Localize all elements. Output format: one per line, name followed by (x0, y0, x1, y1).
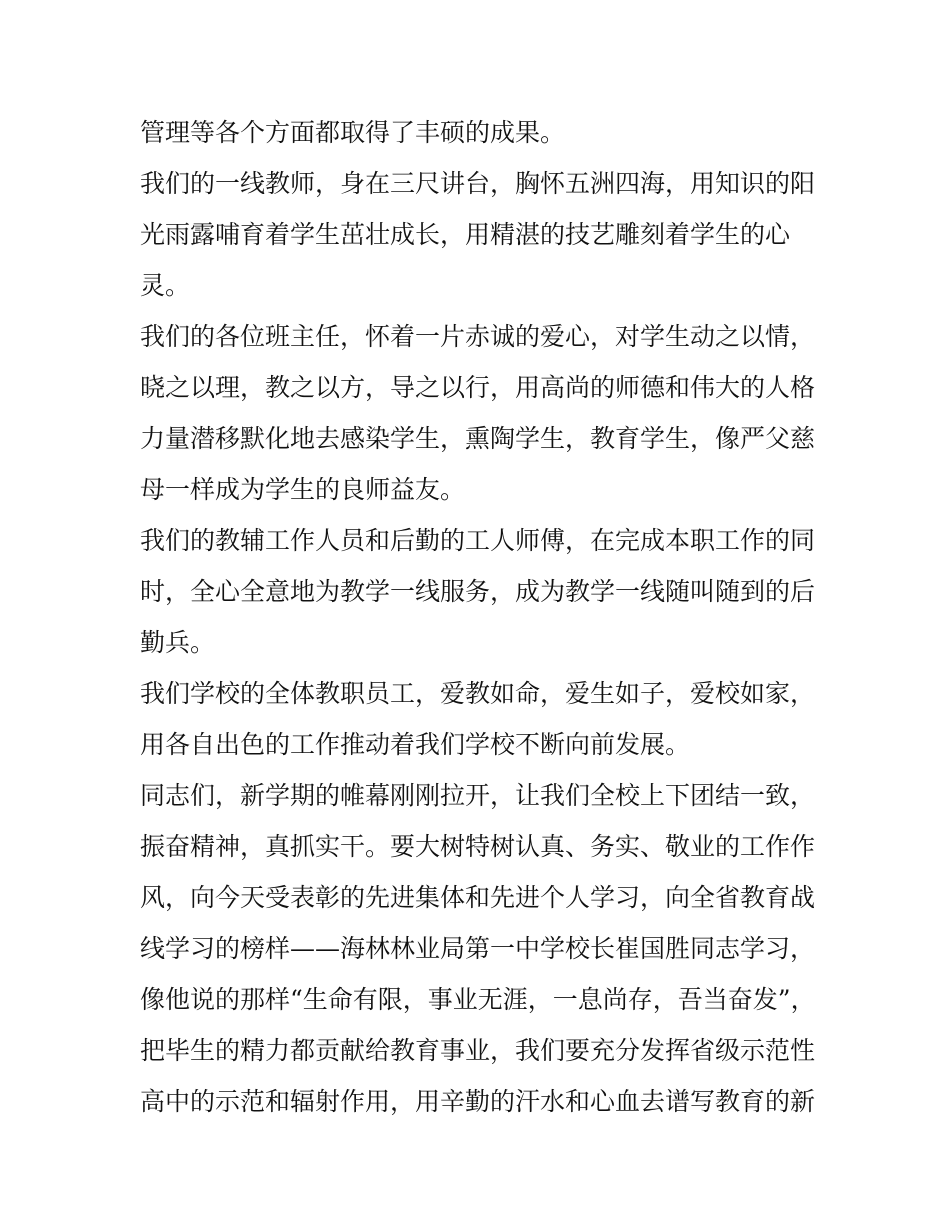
text-line: 我们的各位班主任，怀着一片赤诚的爱心，对学生动之以情， (140, 322, 816, 351)
text-line: 我们的教辅工作人员和后勤的工人师傅，在完成本职工作的同 (140, 526, 816, 555)
paragraph-2 (140, 158, 820, 311)
text-line: 我们学校的全体教职员工，爱教如命，爱生如子，爱校如家， (140, 679, 816, 708)
text-line: 振奋精神，真抓实干。要大树特树认真、务实、敬业的工作作 (140, 832, 816, 861)
text-line: 用各自出色的工作推动着我们学校不断向前发展。 (140, 730, 691, 759)
paragraph-5 (140, 668, 820, 770)
text-line: 晓之以理，教之以方，导之以行，用高尚的师德和伟大的人格 (140, 373, 816, 402)
text-line: 光雨露哺育着学生茁壮成长，用精湛的技艺雕刻着学生的心 (140, 220, 791, 249)
paragraph-3 (140, 311, 820, 515)
document-body (140, 107, 820, 1127)
paragraph-1 (140, 107, 820, 158)
text-line: 母一样成为学生的良师益友。 (140, 475, 466, 504)
text-line: 勤兵。 (140, 628, 216, 657)
text-line: 管理等各个方面都取得了丰硕的成果。 (140, 118, 566, 147)
text-line: 高中的示范和辐射作用，用辛勤的汗水和心血去谱写教育的新 (140, 1087, 816, 1116)
text-line: 力量潜移默化地去感染学生，熏陶学生，教育学生，像严父慈 (140, 424, 816, 453)
text-line: 灵。 (140, 271, 191, 300)
paragraph-4 (140, 515, 820, 668)
text-line: 把毕生的精力都贡献给教育事业，我们要充分发挥省级示范性 (140, 1036, 816, 1065)
text-line: 我们的一线教师，身在三尺讲台，胸怀五洲四海，用知识的阳 (140, 169, 816, 198)
paragraph-6 (140, 770, 820, 1127)
text-line: 像他说的那样“生命有限，事业无涯，一息尚存，吾当奋发”， (140, 985, 816, 1014)
text-line: 同志们，新学期的帷幕刚刚拉开，让我们全校上下团结一致， (140, 781, 816, 810)
text-line: 时，全心全意地为教学一线服务，成为教学一线随叫随到的后 (140, 577, 816, 606)
text-line: 线学习的榜样——海林林业局第一中学校长崔国胜同志学习， (140, 934, 816, 963)
text-line: 风，向今天受表彰的先进集体和先进个人学习，向全省教育战 (140, 883, 816, 912)
